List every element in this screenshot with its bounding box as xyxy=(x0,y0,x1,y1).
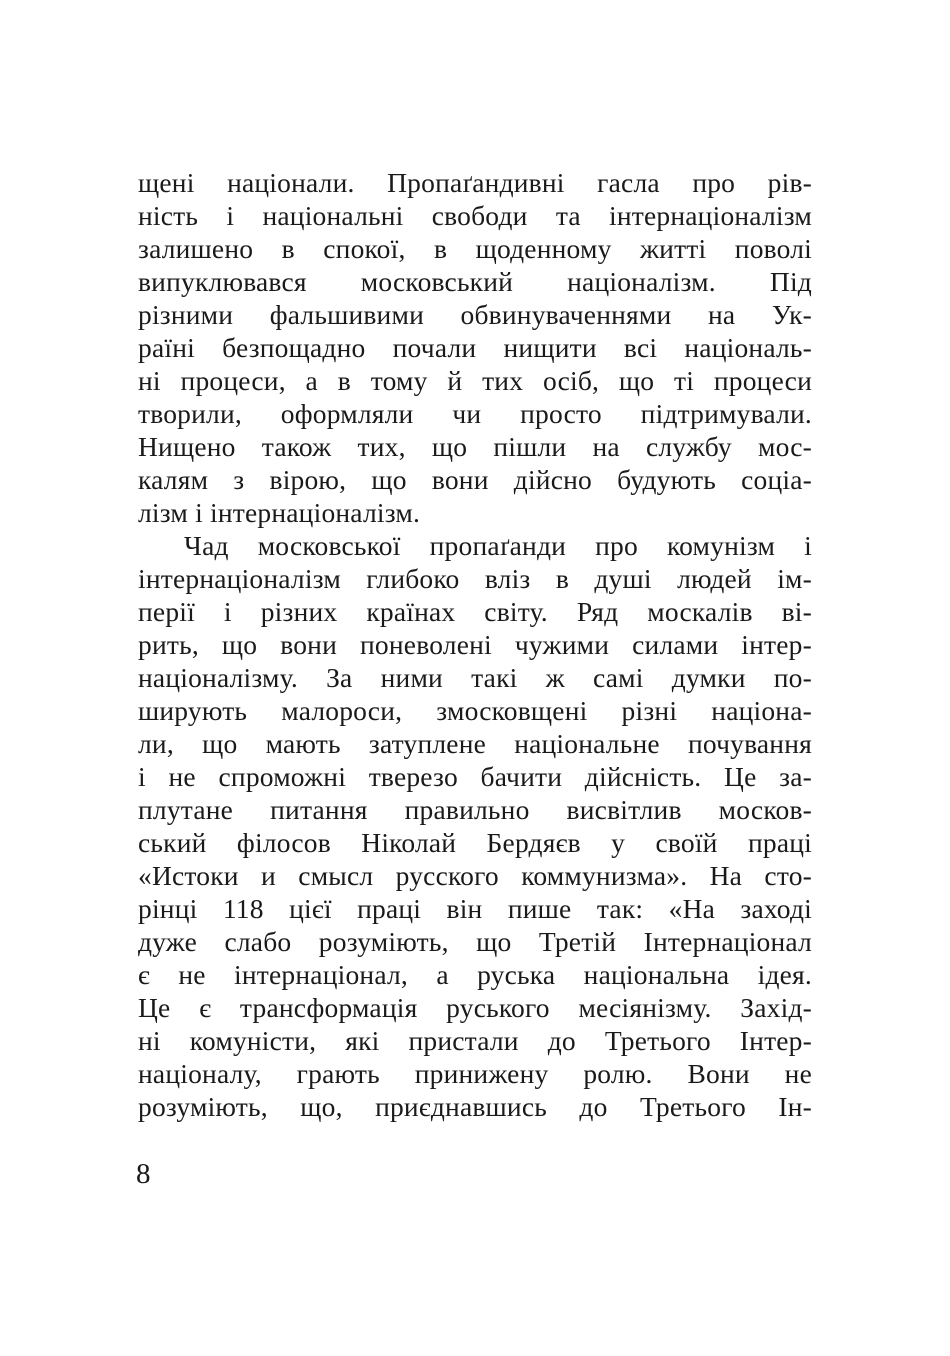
text-line: ський філосов Ніколай Бердяєв у своїй праці xyxy=(138,827,812,858)
text-line: ність і національні свободи та інтернаціоналізм xyxy=(138,200,812,231)
text-line: щені націонали. Пропаґандивні гасла про рів- xyxy=(138,167,812,198)
text-line: ли, що мають затуплене національне почування xyxy=(138,728,812,759)
text-line: і не спроможні тверезо бачити дійсність. Це за- xyxy=(138,761,812,792)
text-line: є не інтернаціонал, а руська національна ідея. xyxy=(138,959,812,990)
text-line: перії і різних країнах світу. Ряд москалів ві- xyxy=(138,596,812,627)
body-text xyxy=(138,166,812,1123)
paragraph-1 xyxy=(138,166,812,529)
paragraph-2 xyxy=(138,529,812,1123)
text-line: ширують малороси, змосковщені різні націона- xyxy=(138,695,812,726)
text-line: рить, що вони поневолені чужими силами інтер- xyxy=(138,629,812,660)
text-line: різними фальшивими обвинуваченнями на Ук- xyxy=(138,299,812,330)
text-line: Нищено також тих, що пішли на службу мос- xyxy=(138,431,812,462)
text-line: націоналу, грають принижену ролю. Вони не xyxy=(138,1058,812,1089)
text-line: націоналізму. За ними такі ж самі думки по- xyxy=(138,662,812,693)
text-line: раїні безпощадно почали нищити всі національ- xyxy=(138,332,812,363)
text-line: плутане питання правильно висвітлив москов- xyxy=(138,794,812,825)
text-line: «Истоки и смысл русского коммунизма». На сто- xyxy=(138,860,812,891)
text-line: ні комуністи, які пристали до Третього Інтер- xyxy=(138,1025,812,1056)
text-line: Чад московської пропаґанди про комунізм і xyxy=(184,530,812,561)
text-line: ні процеси, а в тому й тих осіб, що ті процеси xyxy=(138,365,812,396)
text-line: рінці 118 цієї праці він пише так: «На заході xyxy=(138,893,812,924)
text-line: випуклювався московський націоналізм. Під xyxy=(138,266,812,297)
text-line: розуміють, що, приєднавшись до Третього Ін- xyxy=(138,1091,812,1122)
text-line: лізм і інтернаціоналізм. xyxy=(138,497,421,528)
text-line: залишено в спокої, в щоденному житті поволі xyxy=(138,233,812,264)
text-line: дуже слабо розуміють, що Третій Інтернаціонал xyxy=(138,926,812,957)
text-line: Це є трансформація руського месіянізму. Захід- xyxy=(138,992,812,1023)
text-line: калям з вірою, що вони дійсно будують соціа- xyxy=(138,464,812,495)
text-line: творили, оформляли чи просто підтримували. xyxy=(138,398,812,429)
text-line: інтернаціоналізм глибоко вліз в душі людей ім- xyxy=(138,563,812,594)
page-number: 8 xyxy=(136,1158,151,1190)
